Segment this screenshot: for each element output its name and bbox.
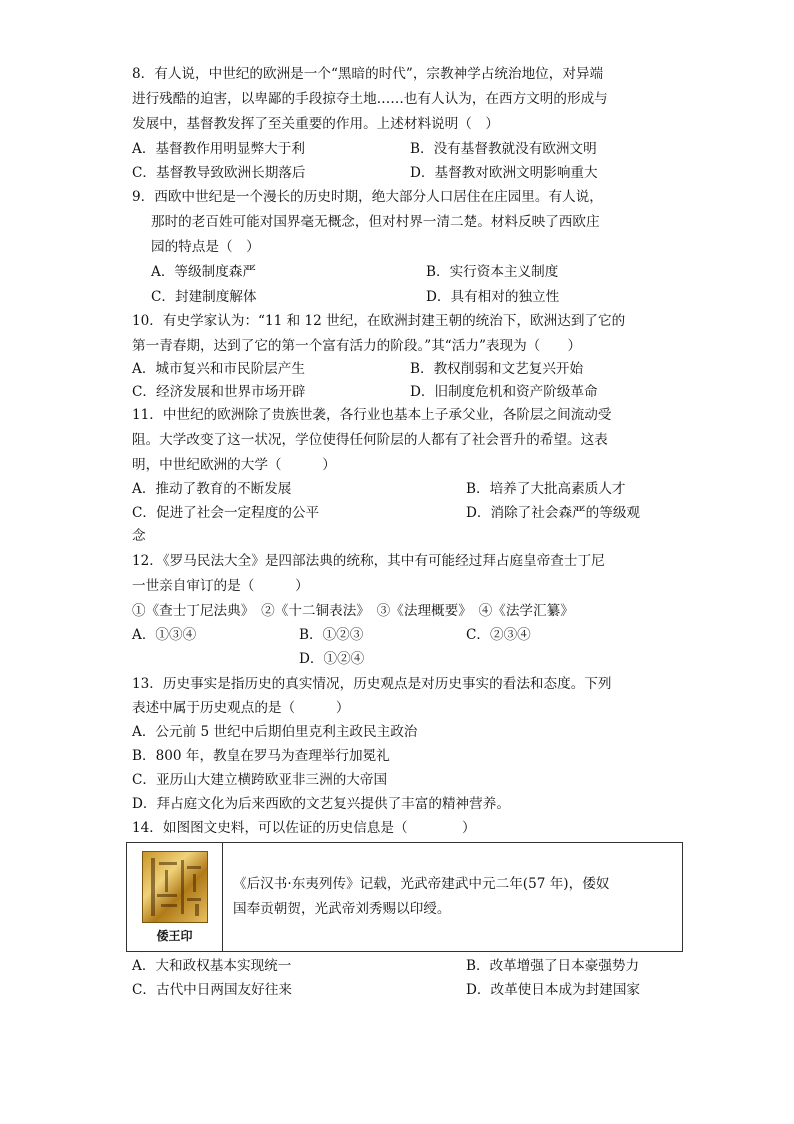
figure-text-cell	[223, 843, 683, 952]
q10-stem-line1: 10．有史学家认为：“11 和 12 世纪，在欧洲封建王朝的统治下，欧洲达到了它的	[132, 313, 626, 329]
q14-option-d[interactable]: D．改革使日本成为封建国家	[466, 982, 641, 998]
q12-option-c[interactable]: C．②③④	[466, 627, 531, 643]
q8-option-a[interactable]: A．基督教作用明显弊大于利	[132, 141, 305, 157]
q14-stem: 14．如图图文史料，可以佐证的历史信息是（ ）	[132, 820, 476, 836]
seal-caption: 倭王印	[156, 928, 193, 943]
figure-text-line2: 国奉贡朝贺，光武帝刘秀赐以印绶。	[233, 901, 451, 917]
q10-stem-line2: 第一青春期，达到了它的第一个富有活力的阶段。”其“活力”表现为（ ）	[132, 338, 582, 354]
q12-stem-line2: 一世亲自审订的是（ ）	[132, 578, 309, 594]
seal-image	[142, 851, 208, 923]
q10-option-b[interactable]: B．教权削弱和文艺复兴开始	[410, 361, 584, 377]
q8-stem-line1: 8．有人说，中世纪的欧洲是一个“黑暗的时代”，宗教神学占统治地位，对异端	[132, 66, 604, 82]
q8-option-d[interactable]: D．基督教对欧洲文明影响重大	[410, 165, 598, 181]
q13-stem-line2: 表述中属于历史观点的是（ ）	[132, 700, 350, 716]
q9-option-d[interactable]: D．具有相对的独立性	[426, 289, 560, 305]
q13-option-b[interactable]: B．800 年，教皇在罗马为查理举行加冕礼	[132, 748, 390, 764]
figure-text-line1: 《后汉书·东夷列传》记载，光武帝建武中元二年(57 年)，倭奴	[233, 876, 610, 892]
q11-stem-line2: 阻。大学改变了这一状况，学位使得任何阶层的人都有了社会晋升的希望。这表	[132, 432, 608, 448]
q11-option-d[interactable]: D．消除了社会森严的等级观	[466, 505, 641, 521]
q9-option-b[interactable]: B．实行资本主义制度	[426, 264, 559, 280]
q14-option-b[interactable]: B．改革增强了日本豪强势力	[466, 958, 640, 974]
q13-option-d[interactable]: D．拜占庭文化为后来西欧的文艺复兴提供了丰富的精神营养。	[132, 796, 510, 812]
q9-option-a[interactable]: A．等级制度森严	[151, 264, 256, 280]
q14-option-c[interactable]: C．古代中日两国友好往来	[132, 982, 292, 998]
q8-option-b[interactable]: B．没有基督教就没有欧洲文明	[410, 141, 597, 157]
q11-option-d-wrap: 念	[132, 528, 146, 544]
q14-option-a[interactable]: A．大和政权基本实现统一	[132, 958, 292, 974]
q11-stem-line3: 明，中世纪欧洲的大学（ ）	[132, 457, 336, 473]
q8-stem-line3: 发展中，基督教发挥了至关重要的作用。上述材料说明（ ）	[132, 116, 500, 132]
q12-option-a[interactable]: A．①③④	[132, 627, 197, 643]
q9-stem-line3: 园的特点是（ ）	[151, 239, 260, 255]
q11-option-b[interactable]: B．培养了大批高素质人才	[466, 481, 626, 497]
q8-stem-line2: 进行残酷的迫害，以卑鄙的手段掠夺土地……也有人认为，在西方文明的形成与	[132, 91, 608, 107]
q13-option-a[interactable]: A．公元前 5 世纪中后期伯里克利主政民主政治	[132, 724, 418, 740]
q11-option-c[interactable]: C．促进了社会一定程度的公平	[132, 505, 320, 521]
seal-cell	[127, 843, 223, 952]
q10-option-c[interactable]: C．经济发展和世界市场开辟	[132, 384, 306, 400]
q10-option-d[interactable]: D．旧制度危机和资产阶级革命	[410, 384, 598, 400]
q13-stem-line1: 13．历史事实是指历史的真实情况，历史观点是对历史事实的看法和态度。下列	[132, 676, 612, 692]
q10-option-a[interactable]: A．城市复兴和市民阶层产生	[132, 361, 305, 377]
q9-stem-line2: 那时的老百姓可能对国界毫无概念，但对村界一清二楚。材料反映了西欧庄	[151, 214, 600, 230]
q13-option-c[interactable]: C．亚历山大建立横跨欧亚非三洲的大帝国	[132, 772, 388, 788]
q12-stem-line1: 12．《罗马民法大全》是四部法典的统称，其中有可能经过拜占庭皇帝查士丁尼	[132, 553, 605, 569]
q12-items: ①《查士丁尼法典》 ②《十二铜表法》 ③《法理概要》 ④《法学汇纂》	[132, 603, 574, 619]
q12-option-b[interactable]: B．①②③	[299, 627, 364, 643]
q9-option-c[interactable]: C．封建制度解体	[151, 289, 257, 305]
q8-option-c[interactable]: C．基督教导致欧洲长期落后	[132, 165, 306, 181]
q9-stem-line1: 9．西欧中世纪是一个漫长的历史时期，绝大部分人口居住在庄园里。有人说，	[132, 189, 603, 205]
q11-option-a[interactable]: A．推动了教育的不断发展	[132, 481, 292, 497]
q11-stem-line1: 11．中世纪的欧洲除了贵族世袭，各行业也基本上子承父业，各阶层之间流动受	[132, 407, 612, 423]
q14-figure-table	[126, 842, 683, 952]
q12-option-d[interactable]: D．①②④	[299, 651, 365, 667]
